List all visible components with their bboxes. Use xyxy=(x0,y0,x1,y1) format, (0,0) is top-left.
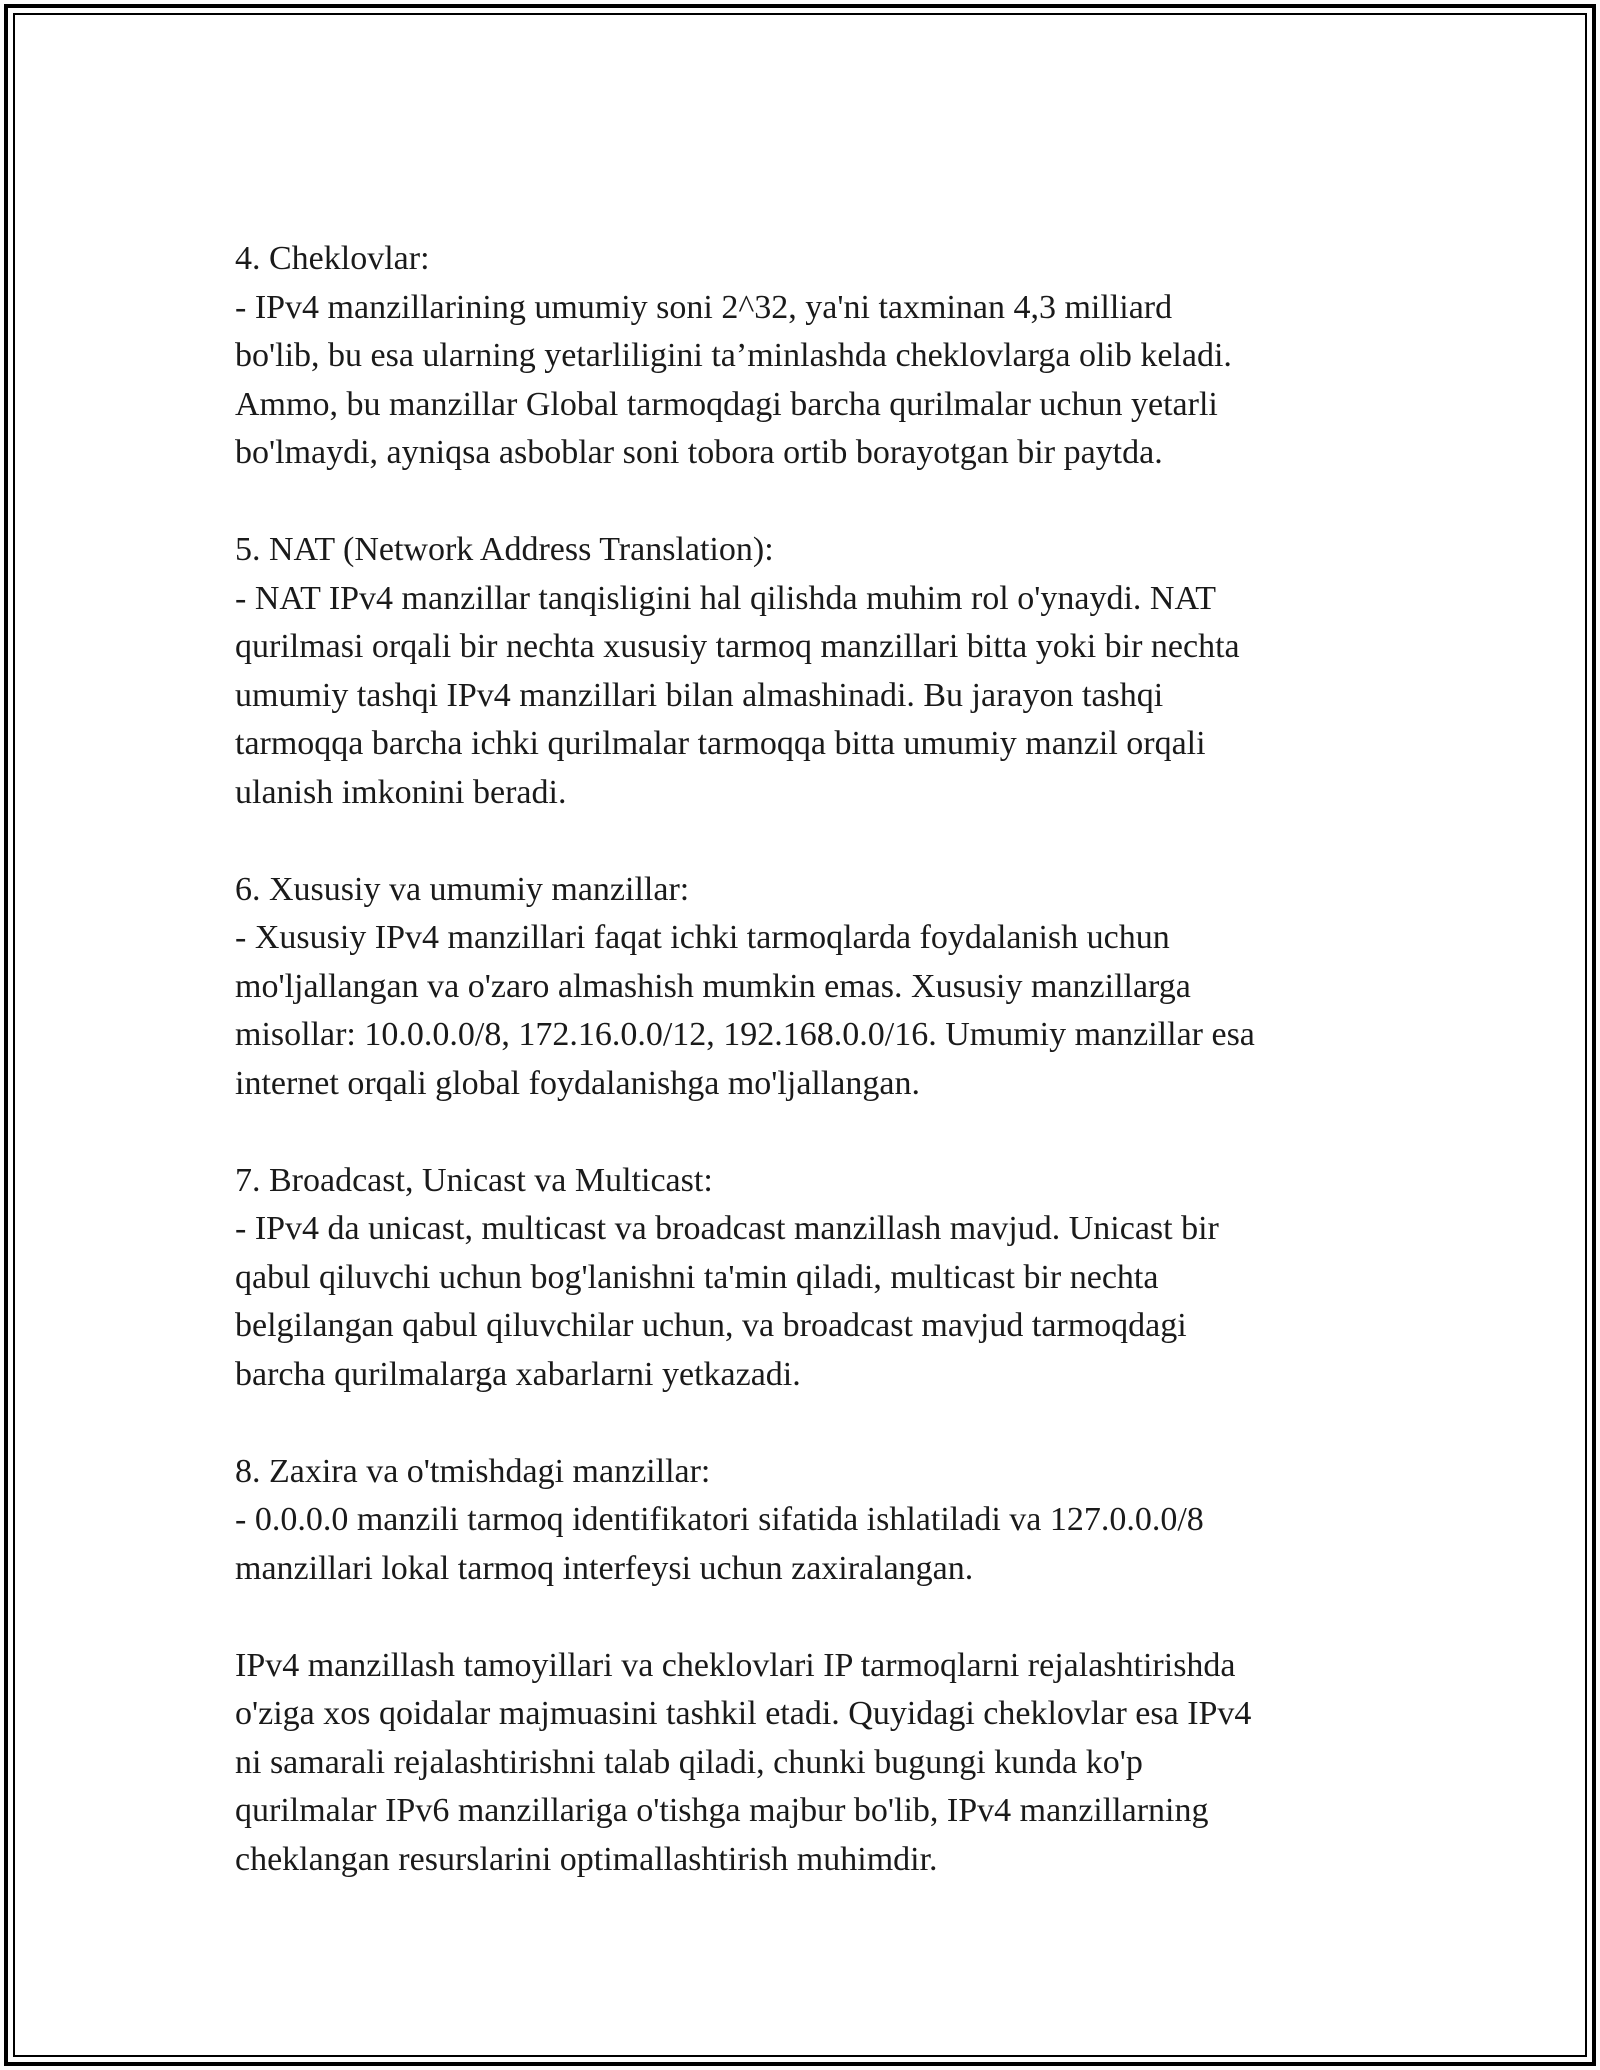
section-broadcast-unicast-multicast xyxy=(235,1157,1365,1400)
section-paragraph: - Xususiy IPv4 manzillari faqat ichki tarmoqlarda foydalanish uchun mo'ljallangan va o'zaro almashish mumkin emas. Xususiy manzillarga misollar: 10.0.0.0/8, 172.16.0.0/12, 192.168.0.0/16. Umumiy manzillar esa internet orqali global foydalanishga mo'ljallangan. xyxy=(235,919,1255,1102)
section-nat xyxy=(235,526,1365,817)
section-heading: 7. Broadcast, Unicast va Multicast: xyxy=(235,1161,713,1199)
section-xususiy-umumiy xyxy=(235,866,1365,1109)
section-heading: 8. Zaxira va o'tmishdagi manzillar: xyxy=(235,1452,711,1490)
closing-paragraph: IPv4 manzillash tamoyillari va cheklovlari IP tarmoqlarni rejalashtirishda o'ziga xos qoidalar majmuasini tashkil etadi. Quyidagi cheklovlar esa IPv4 ni samarali rejalashtirishni talab qiladi, chunki bugungi kunda ko'p qurilmalar IPv6 manzillariga o'tishga majbur bo'lib, IPv4 manzillarning cheklangan resurslarini optimallashtirish muhimdir. xyxy=(235,1646,1252,1878)
section-paragraph: - NAT IPv4 manzillar tanqisligini hal qilishda muhim rol o'ynaydi. NAT qurilmasi orqali bir nechta xususiy tarmoq manzillari bitta yoki bir nechta umumiy tashqi IPv4 manzillari bilan almashinadi. Bu jarayon tashqi tarmoqqa barcha ichki qurilmalar tarmoqqa bitta umumiy manzil orqali ulanish imkonini beradi. xyxy=(235,579,1240,811)
section-heading: 4. Cheklovlar: xyxy=(235,240,430,277)
document-body xyxy=(235,235,1365,1884)
section-zaxira xyxy=(235,1448,1365,1594)
section-heading: 6. Xususiy va umumiy manzillar: xyxy=(235,870,690,908)
section-paragraph: - IPv4 da unicast, multicast va broadcast manzillash mavjud. Unicast bir qabul qiluvchi uchun bog'lanishni ta'min qiladi, multicast bir nechta belgilangan qabul qiluvchilar uchun, va broadcast mavjud tarmoqdagi barcha qurilmalarga xabarlarni yetkazadi. xyxy=(235,1210,1219,1393)
section-paragraph: - IPv4 manzillarining umumiy soni 2^32, ya'ni taxminan 4,3 milliard bo'lib, bu esa ularning yetarliligini ta’minlashda cheklovlarga olib keladi. Ammo, bu manzillar Global tarmoqdagi barcha qurilmalar uchun yetarli bo'lmaydi, ayniqsa asboblar soni tobora ortib borayotgan bir paytda. xyxy=(235,288,1232,471)
section-heading: 5. NAT (Network Address Translation): xyxy=(235,531,774,568)
section-paragraph: - 0.0.0.0 manzili tarmoq identifikatori sifatida ishlatiladi va 127.0.0.0/8 manzillari lokal tarmoq interfeysi uchun zaxiralangan. xyxy=(235,1501,1204,1587)
section-cheklovlar xyxy=(235,235,1365,478)
